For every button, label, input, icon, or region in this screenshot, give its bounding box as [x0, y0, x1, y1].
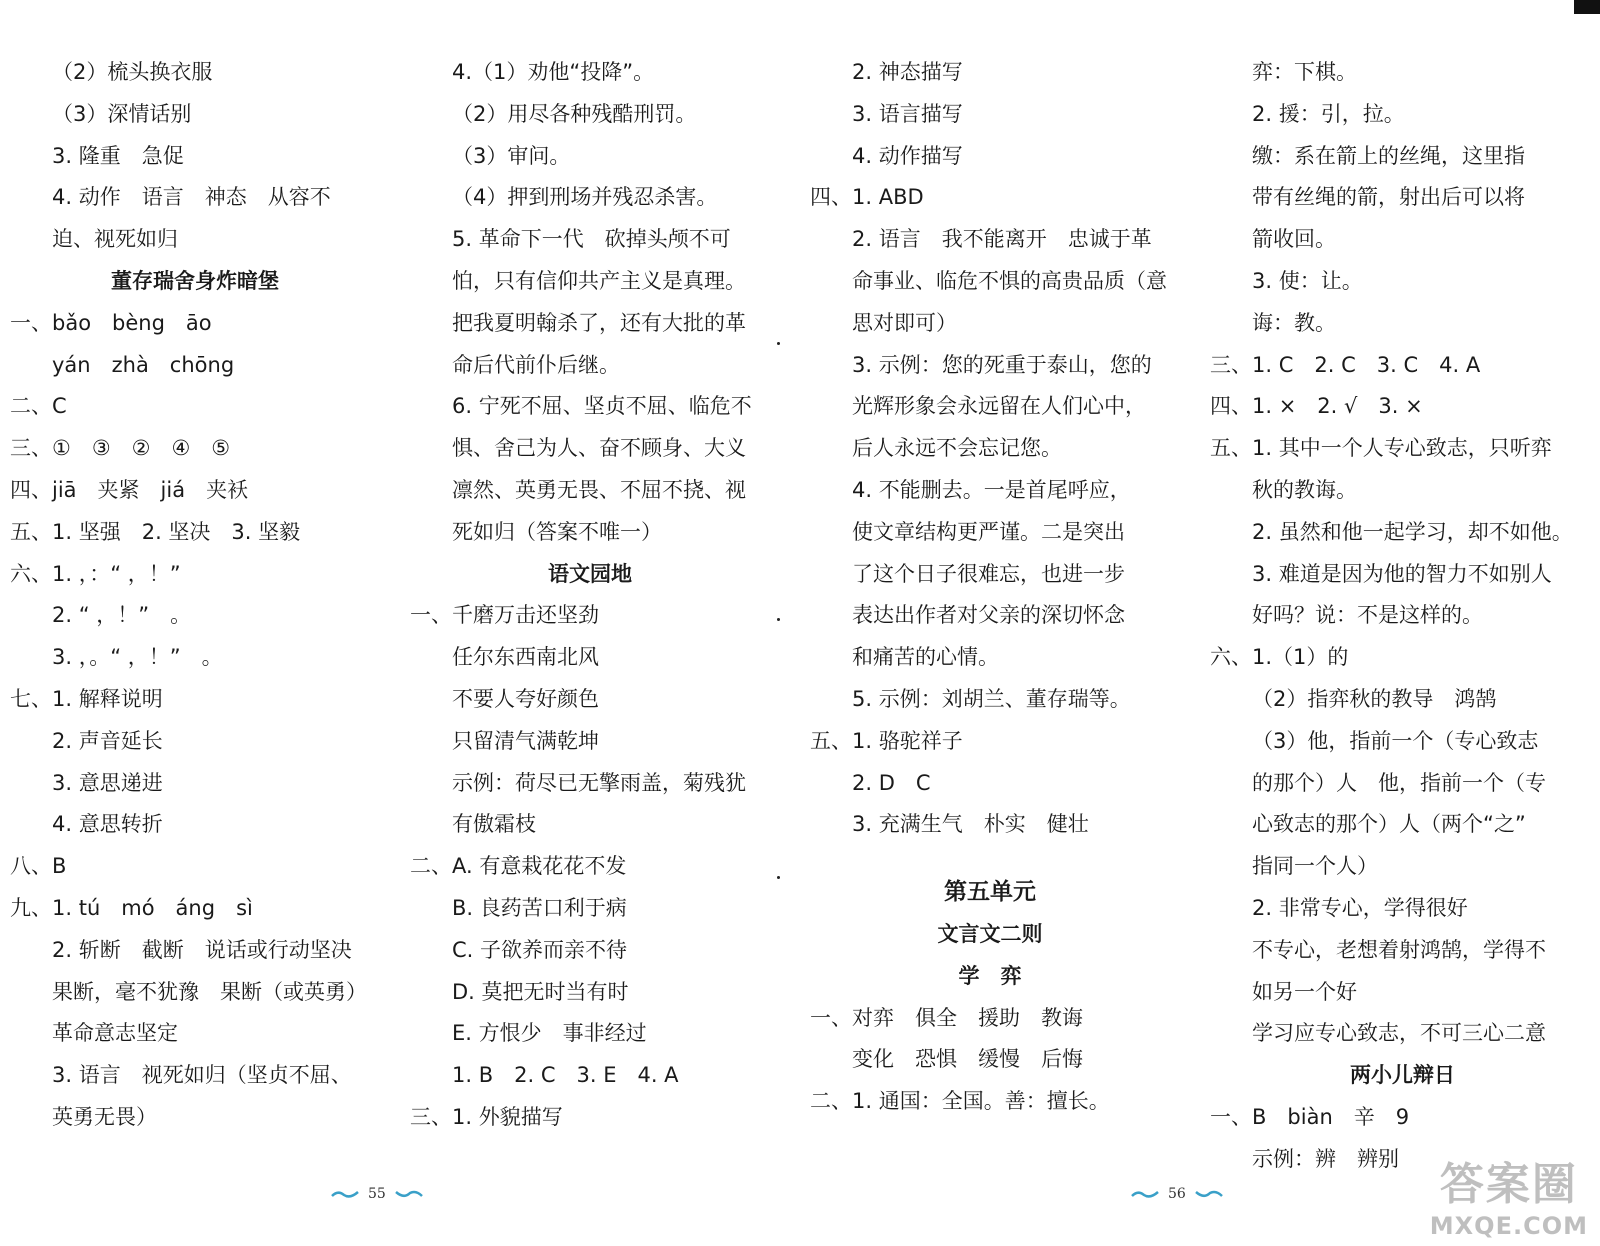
answer-line: 五、1. 坚强 2. 坚决 3. 坚毅: [10, 519, 301, 544]
answer-line: 惧、舍己为人、奋不顾身、大义: [452, 436, 746, 461]
answer-line: 2. 语言 我不能离开 忠诚于革: [852, 227, 1152, 252]
answer-line: 4. 动作 语言 神态 从容不: [52, 185, 331, 210]
answer-line: 缴：系在箭上的丝绳，这里指: [1252, 143, 1525, 168]
answer-line: 4. 动作描写: [852, 143, 963, 168]
answer-line: 好吗？说：不是这样的。: [1252, 603, 1483, 628]
answer-line: 不专心，老想着射鸿鹄，学得不: [1252, 937, 1546, 962]
watermark: [1430, 1148, 1588, 1240]
answer-line: 迫、视死如归: [52, 227, 178, 252]
answer-line: （3）他，指前一个（专心致志: [1252, 728, 1539, 753]
answer-line: 3. 充满生气 朴实 健壮: [852, 812, 1089, 837]
column-2: [410, 52, 770, 1139]
answer-line: 箭收回。: [1252, 227, 1336, 252]
answer-line: 2. 虽然和他一起学习，却不如他。: [1252, 519, 1573, 544]
answer-line: 诲：教。: [1252, 310, 1336, 335]
answer-line: E. 方恨少 事非经过: [452, 1021, 647, 1046]
answer-line: 4.（1）劝他“投降”。: [452, 60, 655, 84]
section-title: 语文园地: [548, 561, 632, 586]
page-footer-left: [330, 1186, 424, 1202]
page-number: 56: [1168, 1186, 1186, 1202]
section-title: 学 弈: [958, 963, 1022, 988]
column-3: [810, 52, 1170, 1123]
section-title: 两小儿辩日: [1350, 1063, 1455, 1088]
answer-line: 不要人夸好颜色: [452, 686, 599, 711]
binding-dot: [777, 342, 780, 345]
answer-line: 3. 意思递进: [52, 770, 163, 795]
answer-line: 5. 革命下一代 砍掉头颅不可: [452, 227, 731, 252]
answer-line: 2. 斩断 截断 说话或行动坚决: [52, 937, 352, 962]
answer-line: 二、A. 有意栽花花不发: [410, 854, 627, 879]
answer-line: （2）用尽各种残酷刑罚。: [452, 101, 697, 126]
binding-dot: [777, 876, 780, 879]
answer-line: 凛然、英勇无畏、不屈不挠、视: [452, 477, 746, 502]
answer-line: 四、jiā 夹紧 jiá 夹袄: [10, 477, 249, 502]
watermark-url: MXQE.COM: [1429, 1212, 1588, 1240]
answer-line: （2）梳头换衣服: [52, 60, 213, 84]
answer-line: 指同一个人）: [1252, 854, 1378, 879]
answer-line: D. 莫把无时当有时: [452, 979, 629, 1004]
answer-line: 光辉形象会永远留在人们心中，: [852, 394, 1146, 419]
answer-line: 死如归（答案不唯一）: [452, 519, 662, 544]
answer-line: 和痛苦的心情。: [852, 645, 999, 670]
answer-line: 一、bǎo bèng āo: [10, 310, 212, 335]
answer-line: 心致志的那个）人（两个“之”: [1252, 812, 1526, 837]
answer-line: 2. 声音延长: [52, 728, 163, 753]
answer-line: 五、1. 其中一个人专心致志，只听弈: [1210, 436, 1552, 461]
answer-line: 2. 援：引，拉。: [1252, 101, 1405, 126]
answer-line: 示例：辨 辨别: [1252, 1146, 1399, 1171]
answer-line: 5. 示例：刘胡兰、董存瑞等。: [852, 686, 1131, 711]
answer-line: C. 子欲养而亲不待: [452, 937, 628, 962]
wave-ornament-icon: [330, 1189, 360, 1199]
answer-line: 果断，毫不犹豫 果断（或英勇）: [52, 979, 367, 1004]
answer-line: B. 良药苦口利于病: [452, 895, 627, 920]
answer-line: 1. B 2. C 3. E 4. A: [452, 1063, 679, 1088]
answer-line: 四、1. × 2. √ 3. ×: [1210, 394, 1423, 419]
answer-line: 2. “ ，！” 。: [52, 603, 192, 628]
answer-line: 六、1.（1）的: [1210, 645, 1349, 670]
answer-line: 三、1. 外貌描写: [410, 1104, 563, 1129]
corner-mark: [1574, 0, 1600, 14]
answer-line: 革命意志坚定: [52, 1021, 178, 1046]
answer-line: 3. 语言描写: [852, 101, 963, 126]
answer-line: 使文章结构更严谨。二是突出: [852, 519, 1125, 544]
answer-line: 3. 语言 视死如归（坚贞不屈、: [52, 1063, 352, 1088]
answer-line: 一、对弈 俱全 援助 教诲: [810, 1005, 1083, 1030]
spacer: [810, 846, 1170, 872]
answer-line: yán zhà chōng: [52, 352, 235, 377]
answer-line: 2. 非常专心，学得很好: [1252, 895, 1468, 920]
answer-line: 后人永远不会忘记您。: [852, 436, 1062, 461]
answer-line: 六、1. ，：“ ，！”: [10, 561, 181, 586]
answer-line: 命后代前仆后继。: [452, 352, 620, 377]
answer-line: 五、1. 骆驼祥子: [810, 728, 963, 753]
answer-line: 了这个日子很难忘，也进一步: [852, 561, 1125, 586]
answer-line: 2. D C: [852, 770, 931, 795]
answer-line: 3. 难道是因为他的智力不如别人: [1252, 561, 1552, 586]
answer-line: 秋的教诲。: [1252, 477, 1357, 502]
answer-line: 把我夏明翰杀了，还有大批的革: [452, 310, 746, 335]
answer-line: （3）审问。: [452, 143, 571, 168]
answer-line: 4. 意思转折: [52, 812, 163, 837]
section-title: 董存瑞舍身炸暗堡: [111, 268, 279, 293]
wave-ornament-icon: [1194, 1189, 1224, 1199]
unit-title: 第五单元: [944, 879, 1036, 906]
answer-line: 3. ，。“ ，！” 。: [52, 645, 223, 670]
answer-line: 2. 神态描写: [852, 60, 963, 84]
answer-line: 变化 恐惧 缓慢 后悔: [852, 1047, 1083, 1072]
answer-line: 命事业、临危不惧的高贵品质（意: [852, 268, 1167, 293]
answer-line: 的那个）人 他，指前一个（专: [1252, 770, 1546, 795]
answer-line: 一、B biàn 辛 9: [1210, 1104, 1410, 1129]
section-title: 文言文二则: [937, 921, 1043, 946]
answer-line: 3. 示例：您的死重于泰山，您的: [852, 352, 1152, 377]
answer-line: 三、① ③ ② ④ ⑤: [10, 436, 231, 461]
answer-line: 学习应专心致志，不可三心二意: [1252, 1021, 1546, 1046]
answer-line: 二、C: [10, 394, 67, 419]
answer-line: 英勇无畏）: [52, 1104, 157, 1129]
answer-line: 八、B: [10, 854, 67, 879]
answer-line: 四、1. ABD: [810, 185, 924, 210]
answer-line: （4）押到刑场并残忍杀害。: [452, 185, 718, 210]
answer-line: 九、1. tú mó áng sì: [10, 895, 253, 920]
answer-line: 有傲霜枝: [452, 812, 536, 837]
answer-line: 三、1. C 2. C 3. C 4. A: [1210, 352, 1481, 377]
answer-line: 示例：荷尽已无擎雨盖，菊残犹: [452, 770, 746, 795]
answer-line: 七、1. 解释说明: [10, 686, 163, 711]
answer-line: （2）指弈秋的教导 鸿鹄: [1252, 686, 1497, 711]
answer-line: 怕，只有信仰共产主义是真理。: [452, 268, 746, 293]
wave-ornament-icon: [394, 1189, 424, 1199]
binding-dot: [777, 618, 780, 621]
answer-line: 一、千磨万击还坚劲: [410, 603, 599, 628]
answer-line: 二、1. 通国：全国。善：擅长。: [810, 1089, 1110, 1114]
answer-line: 6. 宁死不屈、坚贞不屈、临危不: [452, 394, 752, 419]
answer-line: 任尔东西南北风: [452, 645, 599, 670]
answer-line: 带有丝绳的箭，射出后可以将: [1252, 185, 1525, 210]
column-1: [10, 52, 380, 1139]
column-4: [1210, 52, 1595, 1181]
answer-line: 4. 不能删去。一是首尾呼应，: [852, 477, 1131, 502]
wave-ornament-icon: [1130, 1189, 1160, 1199]
answer-line: 弈：下棋。: [1252, 60, 1357, 84]
answer-line: 表达出作者对父亲的深切怀念: [852, 603, 1125, 628]
answer-line: 思对即可）: [852, 310, 957, 335]
answer-line: 如另一个好: [1252, 979, 1357, 1004]
answer-line: 只留清气满乾坤: [452, 728, 599, 753]
answer-line: （3）深情话别: [52, 101, 192, 126]
answer-line: 3. 隆重 急促: [52, 143, 184, 168]
answer-line: 3. 使：让。: [1252, 268, 1363, 293]
page-footer-right: [1130, 1186, 1224, 1202]
watermark-title: 答案圈: [1439, 1159, 1578, 1210]
page-number: 55: [368, 1186, 386, 1202]
